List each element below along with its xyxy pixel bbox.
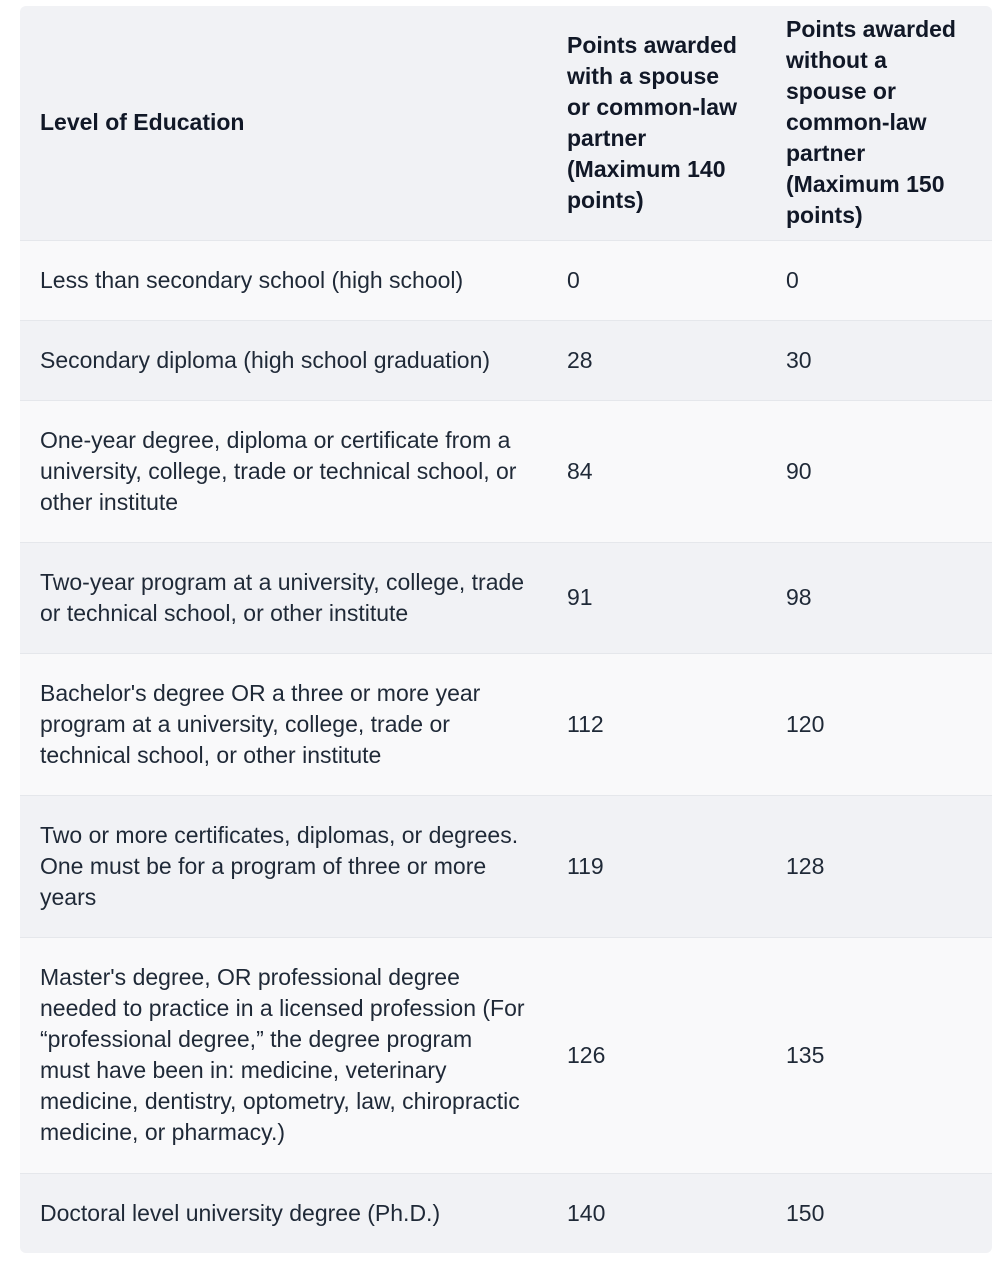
cell-level: Less than secondary school (high school) — [20, 240, 547, 320]
header-points-with-spouse: Points awarded with a spouse or common-law partner (Maximum 140 points) — [547, 6, 766, 240]
cell-with-spouse: 119 — [547, 795, 766, 937]
cell-level: Two or more certificates, diplomas, or degrees. One must be for a program of three or more years — [20, 795, 547, 937]
cell-level: Bachelor's degree OR a three or more year program at a university, college, trade or technical school, or other institute — [20, 653, 547, 795]
header-points-without-spouse: Points awarded without a spouse or common-law partner (Maximum 150 points) — [766, 6, 992, 240]
cell-without-spouse: 0 — [766, 240, 992, 320]
cell-level: One-year degree, diploma or certificate from a university, college, trade or technical school, or other institute — [20, 400, 547, 542]
header-level-of-education: Level of Education — [20, 6, 547, 240]
cell-level: Two-year program at a university, college, trade or technical school, or other institute — [20, 542, 547, 653]
cell-without-spouse: 120 — [766, 653, 992, 795]
table-row — [20, 320, 992, 400]
cell-with-spouse: 28 — [547, 320, 766, 400]
table-row — [20, 937, 992, 1173]
table-row — [20, 400, 992, 542]
education-points-table-container — [20, 6, 992, 1253]
cell-without-spouse: 98 — [766, 542, 992, 653]
table-row — [20, 1173, 992, 1253]
cell-with-spouse: 84 — [547, 400, 766, 542]
cell-without-spouse: 150 — [766, 1173, 992, 1253]
cell-level: Secondary diploma (high school graduation) — [20, 320, 547, 400]
table-row — [20, 795, 992, 937]
cell-with-spouse: 91 — [547, 542, 766, 653]
cell-with-spouse: 126 — [547, 937, 766, 1173]
cell-with-spouse: 140 — [547, 1173, 766, 1253]
cell-level: Doctoral level university degree (Ph.D.) — [20, 1173, 547, 1253]
cell-without-spouse: 128 — [766, 795, 992, 937]
table-row — [20, 653, 992, 795]
cell-with-spouse: 112 — [547, 653, 766, 795]
education-points-table — [20, 6, 992, 1253]
cell-without-spouse: 90 — [766, 400, 992, 542]
cell-with-spouse: 0 — [547, 240, 766, 320]
table-row — [20, 240, 992, 320]
table-header-row — [20, 6, 992, 240]
cell-level: Master's degree, OR professional degree needed to practice in a licensed profession (For “professional degree,” the degree program must have been in: medicine, veterinary medicine, dentistry, optometry, law, chiropractic medicine, or pharmacy.) — [20, 937, 547, 1173]
cell-without-spouse: 30 — [766, 320, 992, 400]
table-row — [20, 542, 992, 653]
cell-without-spouse: 135 — [766, 937, 992, 1173]
